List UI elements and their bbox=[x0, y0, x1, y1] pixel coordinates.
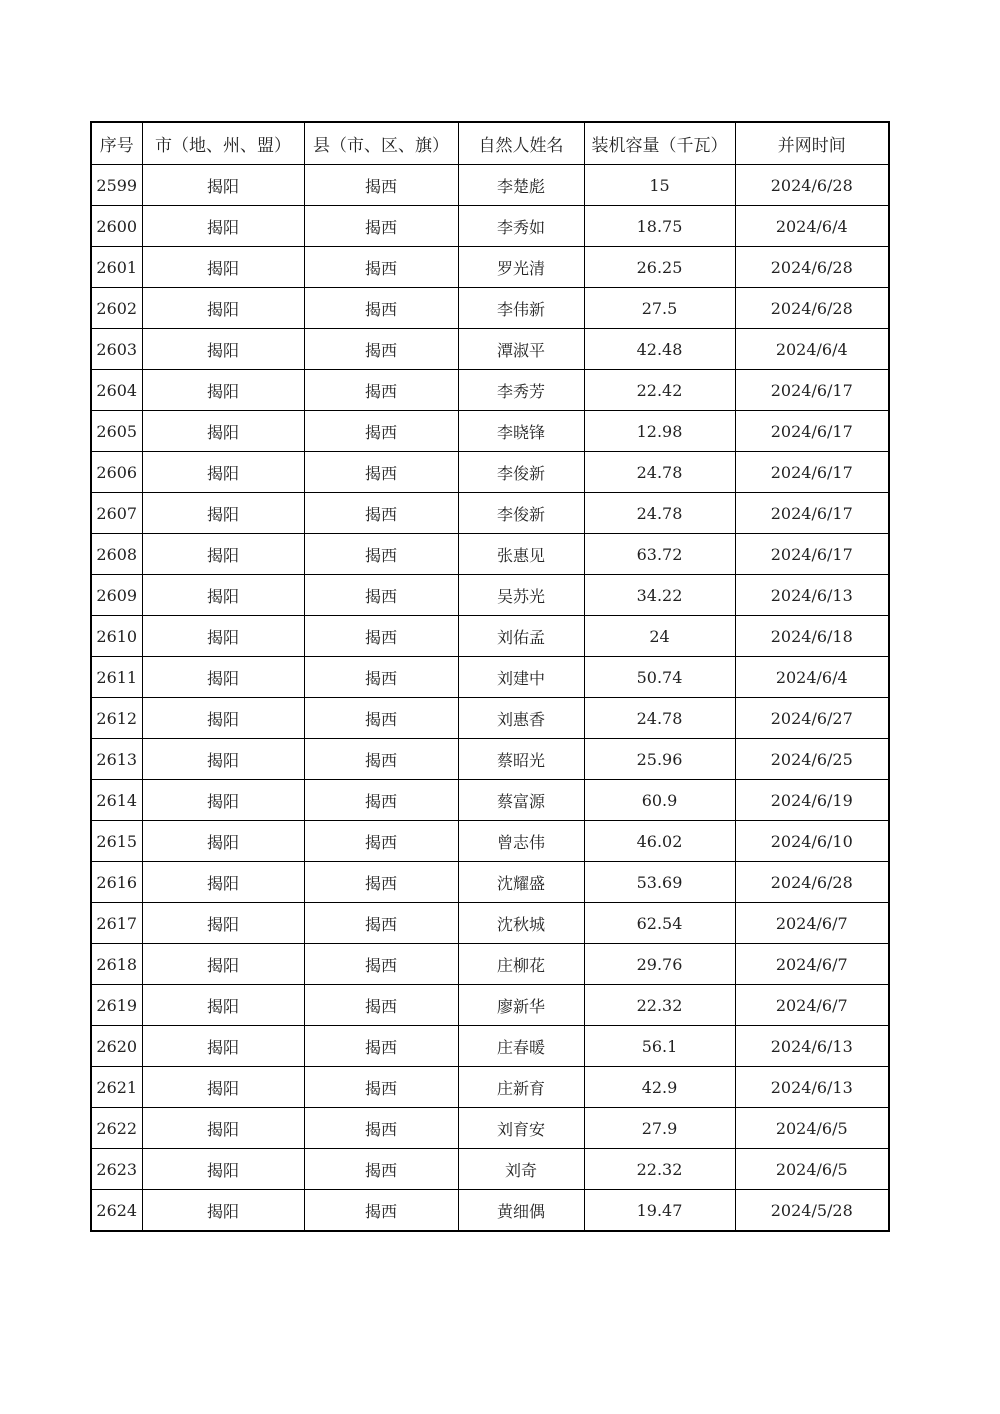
cell-person-name: 刘奇 bbox=[458, 1149, 584, 1190]
cell-person-name: 张惠见 bbox=[458, 534, 584, 575]
table-row bbox=[91, 329, 889, 370]
table-row bbox=[91, 698, 889, 739]
cell-capacity: 15 bbox=[584, 165, 735, 206]
cell-capacity: 53.69 bbox=[584, 862, 735, 903]
table-row bbox=[91, 862, 889, 903]
header-grid-date: 并网时间 bbox=[735, 122, 889, 165]
cell-capacity: 34.22 bbox=[584, 575, 735, 616]
cell-city: 揭阳 bbox=[142, 329, 304, 370]
table-row bbox=[91, 165, 889, 206]
cell-grid-date: 2024/6/7 bbox=[735, 985, 889, 1026]
cell-city: 揭阳 bbox=[142, 247, 304, 288]
cell-seq: 2609 bbox=[91, 575, 142, 616]
cell-seq: 2612 bbox=[91, 698, 142, 739]
cell-person-name: 庄新育 bbox=[458, 1067, 584, 1108]
cell-county: 揭西 bbox=[304, 1190, 458, 1232]
cell-capacity: 62.54 bbox=[584, 903, 735, 944]
cell-county: 揭西 bbox=[304, 780, 458, 821]
cell-person-name: 蔡富源 bbox=[458, 780, 584, 821]
cell-county: 揭西 bbox=[304, 821, 458, 862]
cell-seq: 2607 bbox=[91, 493, 142, 534]
cell-county: 揭西 bbox=[304, 1067, 458, 1108]
cell-city: 揭阳 bbox=[142, 780, 304, 821]
table-row bbox=[91, 288, 889, 329]
table-row bbox=[91, 1190, 889, 1232]
table-row bbox=[91, 206, 889, 247]
cell-county: 揭西 bbox=[304, 616, 458, 657]
cell-county: 揭西 bbox=[304, 1108, 458, 1149]
cell-seq: 2604 bbox=[91, 370, 142, 411]
table-row bbox=[91, 575, 889, 616]
cell-grid-date: 2024/6/13 bbox=[735, 1026, 889, 1067]
cell-city: 揭阳 bbox=[142, 206, 304, 247]
cell-grid-date: 2024/6/5 bbox=[735, 1108, 889, 1149]
cell-capacity: 63.72 bbox=[584, 534, 735, 575]
cell-city: 揭阳 bbox=[142, 370, 304, 411]
cell-capacity: 12.98 bbox=[584, 411, 735, 452]
table-row bbox=[91, 452, 889, 493]
cell-capacity: 24.78 bbox=[584, 452, 735, 493]
cell-city: 揭阳 bbox=[142, 1149, 304, 1190]
cell-seq: 2617 bbox=[91, 903, 142, 944]
table-row bbox=[91, 1108, 889, 1149]
cell-county: 揭西 bbox=[304, 698, 458, 739]
cell-city: 揭阳 bbox=[142, 534, 304, 575]
cell-person-name: 沈耀盛 bbox=[458, 862, 584, 903]
cell-city: 揭阳 bbox=[142, 288, 304, 329]
cell-seq: 2618 bbox=[91, 944, 142, 985]
cell-grid-date: 2024/6/17 bbox=[735, 370, 889, 411]
cell-person-name: 黄细偶 bbox=[458, 1190, 584, 1232]
table-row bbox=[91, 493, 889, 534]
cell-seq: 2620 bbox=[91, 1026, 142, 1067]
cell-grid-date: 2024/6/4 bbox=[735, 329, 889, 370]
cell-person-name: 李楚彪 bbox=[458, 165, 584, 206]
cell-county: 揭西 bbox=[304, 329, 458, 370]
cell-county: 揭西 bbox=[304, 493, 458, 534]
header-person-name: 自然人姓名 bbox=[458, 122, 584, 165]
cell-city: 揭阳 bbox=[142, 452, 304, 493]
table-row bbox=[91, 985, 889, 1026]
cell-person-name: 吴苏光 bbox=[458, 575, 584, 616]
cell-city: 揭阳 bbox=[142, 739, 304, 780]
cell-county: 揭西 bbox=[304, 944, 458, 985]
cell-grid-date: 2024/6/28 bbox=[735, 288, 889, 329]
cell-grid-date: 2024/6/7 bbox=[735, 903, 889, 944]
cell-capacity: 46.02 bbox=[584, 821, 735, 862]
table-row bbox=[91, 944, 889, 985]
table-row bbox=[91, 1026, 889, 1067]
cell-seq: 2615 bbox=[91, 821, 142, 862]
cell-seq: 2611 bbox=[91, 657, 142, 698]
table-row bbox=[91, 616, 889, 657]
cell-county: 揭西 bbox=[304, 206, 458, 247]
cell-seq: 2616 bbox=[91, 862, 142, 903]
cell-city: 揭阳 bbox=[142, 862, 304, 903]
cell-person-name: 李伟新 bbox=[458, 288, 584, 329]
cell-grid-date: 2024/6/28 bbox=[735, 247, 889, 288]
cell-capacity: 26.25 bbox=[584, 247, 735, 288]
cell-person-name: 罗光清 bbox=[458, 247, 584, 288]
cell-county: 揭西 bbox=[304, 1149, 458, 1190]
cell-seq: 2599 bbox=[91, 165, 142, 206]
cell-person-name: 李俊新 bbox=[458, 493, 584, 534]
cell-capacity: 50.74 bbox=[584, 657, 735, 698]
cell-city: 揭阳 bbox=[142, 944, 304, 985]
cell-seq: 2605 bbox=[91, 411, 142, 452]
cell-county: 揭西 bbox=[304, 739, 458, 780]
cell-city: 揭阳 bbox=[142, 698, 304, 739]
table-row bbox=[91, 657, 889, 698]
cell-seq: 2624 bbox=[91, 1190, 142, 1232]
cell-grid-date: 2024/6/10 bbox=[735, 821, 889, 862]
cell-capacity: 24.78 bbox=[584, 698, 735, 739]
cell-grid-date: 2024/6/7 bbox=[735, 944, 889, 985]
cell-grid-date: 2024/6/17 bbox=[735, 534, 889, 575]
cell-city: 揭阳 bbox=[142, 616, 304, 657]
cell-capacity: 27.9 bbox=[584, 1108, 735, 1149]
cell-person-name: 庄春暖 bbox=[458, 1026, 584, 1067]
table-body bbox=[91, 165, 889, 1232]
cell-grid-date: 2024/6/17 bbox=[735, 452, 889, 493]
cell-city: 揭阳 bbox=[142, 575, 304, 616]
table-row bbox=[91, 534, 889, 575]
header-county: 县（市、区、旗） bbox=[304, 122, 458, 165]
cell-seq: 2619 bbox=[91, 985, 142, 1026]
cell-grid-date: 2024/6/13 bbox=[735, 575, 889, 616]
cell-grid-date: 2024/5/28 bbox=[735, 1190, 889, 1232]
cell-county: 揭西 bbox=[304, 534, 458, 575]
cell-county: 揭西 bbox=[304, 452, 458, 493]
cell-county: 揭西 bbox=[304, 657, 458, 698]
cell-capacity: 60.9 bbox=[584, 780, 735, 821]
cell-city: 揭阳 bbox=[142, 821, 304, 862]
cell-seq: 2600 bbox=[91, 206, 142, 247]
cell-city: 揭阳 bbox=[142, 411, 304, 452]
cell-grid-date: 2024/6/28 bbox=[735, 862, 889, 903]
cell-person-name: 刘育安 bbox=[458, 1108, 584, 1149]
cell-grid-date: 2024/6/4 bbox=[735, 206, 889, 247]
cell-grid-date: 2024/6/17 bbox=[735, 493, 889, 534]
cell-grid-date: 2024/6/4 bbox=[735, 657, 889, 698]
table-row bbox=[91, 739, 889, 780]
table-row bbox=[91, 780, 889, 821]
table-row bbox=[91, 821, 889, 862]
cell-city: 揭阳 bbox=[142, 985, 304, 1026]
cell-seq: 2602 bbox=[91, 288, 142, 329]
cell-person-name: 潭淑平 bbox=[458, 329, 584, 370]
cell-grid-date: 2024/6/28 bbox=[735, 165, 889, 206]
table-row bbox=[91, 370, 889, 411]
header-capacity: 装机容量（千瓦） bbox=[584, 122, 735, 165]
cell-capacity: 18.75 bbox=[584, 206, 735, 247]
table-row bbox=[91, 1067, 889, 1108]
cell-person-name: 刘惠香 bbox=[458, 698, 584, 739]
cell-person-name: 李秀如 bbox=[458, 206, 584, 247]
table-row bbox=[91, 247, 889, 288]
cell-capacity: 19.47 bbox=[584, 1190, 735, 1232]
cell-county: 揭西 bbox=[304, 903, 458, 944]
cell-seq: 2614 bbox=[91, 780, 142, 821]
cell-seq: 2623 bbox=[91, 1149, 142, 1190]
cell-person-name: 沈秋城 bbox=[458, 903, 584, 944]
cell-person-name: 廖新华 bbox=[458, 985, 584, 1026]
cell-seq: 2603 bbox=[91, 329, 142, 370]
cell-county: 揭西 bbox=[304, 288, 458, 329]
cell-seq: 2608 bbox=[91, 534, 142, 575]
cell-capacity: 42.9 bbox=[584, 1067, 735, 1108]
table-row bbox=[91, 1149, 889, 1190]
cell-county: 揭西 bbox=[304, 862, 458, 903]
cell-county: 揭西 bbox=[304, 370, 458, 411]
table-row bbox=[91, 903, 889, 944]
cell-grid-date: 2024/6/25 bbox=[735, 739, 889, 780]
cell-county: 揭西 bbox=[304, 1026, 458, 1067]
cell-county: 揭西 bbox=[304, 575, 458, 616]
cell-city: 揭阳 bbox=[142, 1067, 304, 1108]
cell-city: 揭阳 bbox=[142, 493, 304, 534]
cell-city: 揭阳 bbox=[142, 1190, 304, 1232]
cell-seq: 2601 bbox=[91, 247, 142, 288]
cell-capacity: 24.78 bbox=[584, 493, 735, 534]
cell-city: 揭阳 bbox=[142, 1108, 304, 1149]
cell-grid-date: 2024/6/19 bbox=[735, 780, 889, 821]
cell-seq: 2622 bbox=[91, 1108, 142, 1149]
cell-capacity: 27.5 bbox=[584, 288, 735, 329]
cell-grid-date: 2024/6/17 bbox=[735, 411, 889, 452]
cell-person-name: 李晓锋 bbox=[458, 411, 584, 452]
cell-seq: 2613 bbox=[91, 739, 142, 780]
cell-seq: 2606 bbox=[91, 452, 142, 493]
cell-grid-date: 2024/6/27 bbox=[735, 698, 889, 739]
cell-capacity: 42.48 bbox=[584, 329, 735, 370]
data-table bbox=[90, 121, 890, 1232]
cell-grid-date: 2024/6/5 bbox=[735, 1149, 889, 1190]
cell-person-name: 刘佑孟 bbox=[458, 616, 584, 657]
cell-capacity: 25.96 bbox=[584, 739, 735, 780]
cell-capacity: 22.42 bbox=[584, 370, 735, 411]
header-seq: 序号 bbox=[91, 122, 142, 165]
cell-capacity: 22.32 bbox=[584, 1149, 735, 1190]
cell-county: 揭西 bbox=[304, 247, 458, 288]
table-row bbox=[91, 411, 889, 452]
header-row bbox=[91, 122, 889, 165]
cell-person-name: 李俊新 bbox=[458, 452, 584, 493]
cell-county: 揭西 bbox=[304, 985, 458, 1026]
cell-person-name: 刘建中 bbox=[458, 657, 584, 698]
cell-city: 揭阳 bbox=[142, 1026, 304, 1067]
cell-city: 揭阳 bbox=[142, 657, 304, 698]
cell-capacity: 22.32 bbox=[584, 985, 735, 1026]
cell-grid-date: 2024/6/18 bbox=[735, 616, 889, 657]
header-city: 市（地、州、盟） bbox=[142, 122, 304, 165]
table-header bbox=[91, 122, 889, 165]
cell-person-name: 蔡昭光 bbox=[458, 739, 584, 780]
cell-capacity: 29.76 bbox=[584, 944, 735, 985]
cell-seq: 2621 bbox=[91, 1067, 142, 1108]
cell-grid-date: 2024/6/13 bbox=[735, 1067, 889, 1108]
cell-seq: 2610 bbox=[91, 616, 142, 657]
cell-person-name: 庄柳花 bbox=[458, 944, 584, 985]
cell-capacity: 56.1 bbox=[584, 1026, 735, 1067]
cell-capacity: 24 bbox=[584, 616, 735, 657]
cell-person-name: 曾志伟 bbox=[458, 821, 584, 862]
cell-county: 揭西 bbox=[304, 165, 458, 206]
cell-city: 揭阳 bbox=[142, 903, 304, 944]
cell-county: 揭西 bbox=[304, 411, 458, 452]
cell-person-name: 李秀芳 bbox=[458, 370, 584, 411]
cell-city: 揭阳 bbox=[142, 165, 304, 206]
